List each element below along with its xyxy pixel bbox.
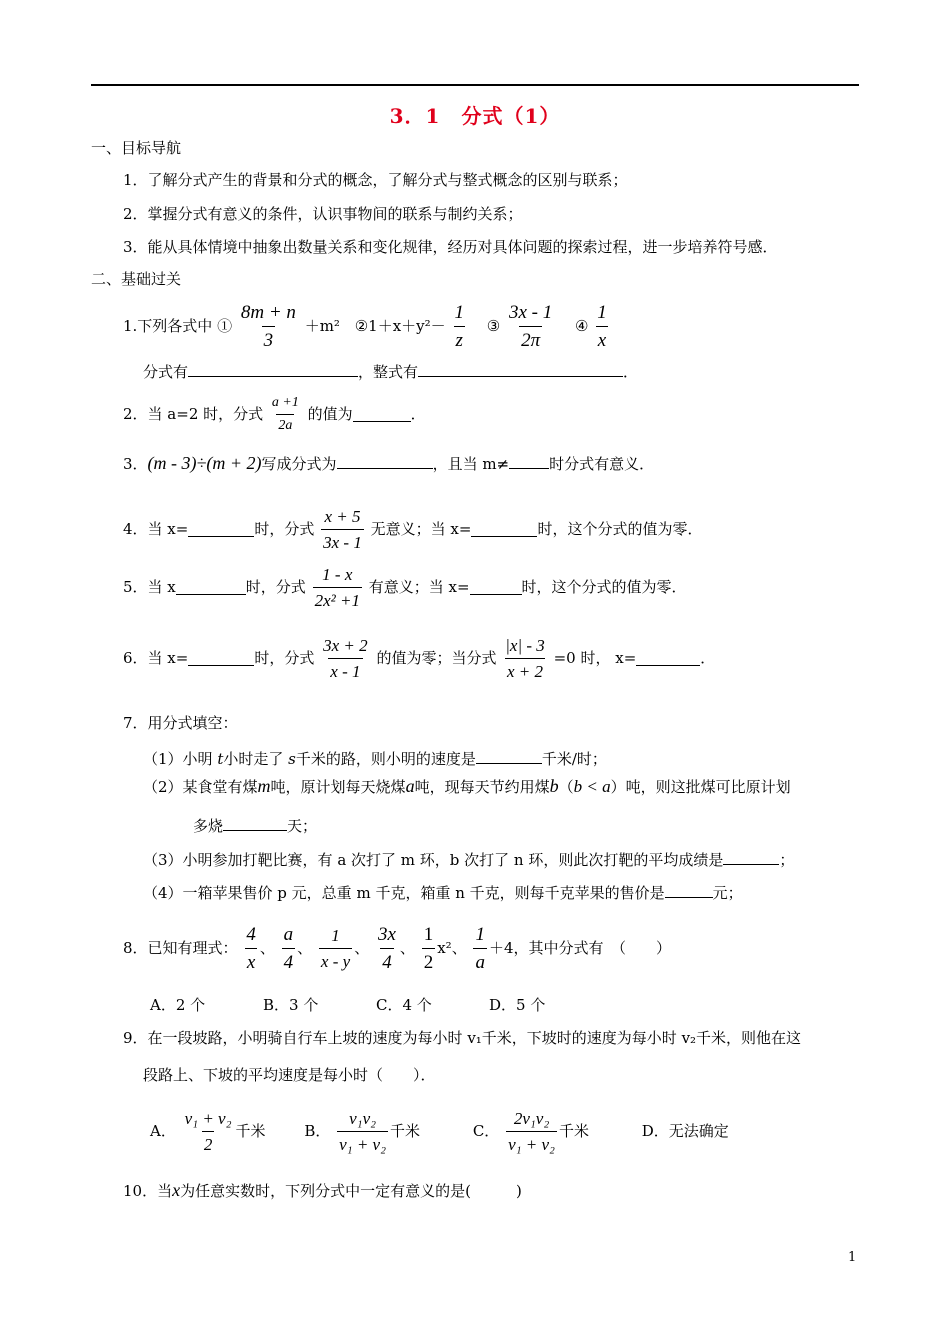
page-number: 1 — [848, 1250, 857, 1265]
q8-f5-numerator: 1 — [423, 924, 434, 945]
question-7-part-3 — [143, 850, 794, 868]
q9-options — [150, 1110, 729, 1153]
q1-f3-denominator: 2π — [519, 326, 542, 350]
q7-p2-var-a: a — [405, 776, 415, 796]
q8-f4-denominator: 4 — [380, 948, 394, 972]
q6-text-3: =0 时， x= — [553, 649, 637, 667]
question-1 — [123, 303, 611, 350]
q8-term-5: x²、 — [437, 939, 467, 957]
q1-f4-numerator: 1 — [597, 302, 607, 323]
q3-prefix: 3． — [123, 455, 148, 473]
q2-fraction — [270, 396, 301, 433]
q8-f1-denominator: x — [245, 948, 257, 972]
q4-numerator: x + 5 — [324, 507, 361, 526]
q7-p1-var-s: s — [288, 750, 296, 768]
question-3 — [123, 454, 654, 472]
q5-blank-2[interactable] — [470, 580, 522, 595]
q8-f4-numerator: 3x — [377, 924, 396, 945]
q5-numerator: 1 - x — [322, 565, 353, 584]
q6-fraction-1 — [321, 637, 370, 680]
q6-blank-1[interactable] — [188, 651, 254, 666]
q1-fraction-4 — [595, 303, 609, 350]
question-10 — [123, 1181, 522, 1199]
question-6 — [123, 637, 715, 680]
goal-2: 2．掌握分式有意义的条件，认识事物间的联系与制约关系； — [123, 205, 523, 223]
q4-prefix: 4．当 x= — [123, 520, 189, 538]
question-2 — [123, 396, 426, 433]
q6-f1-numerator: 3x + 2 — [323, 636, 368, 655]
q5-denominator: 2x² +1 — [313, 587, 362, 609]
question-9-line-1: 9．在一段坡路，小明骑自行车上坡的速度为每小时 v₁千米，下坡时的速度为每小时 v₂千米，则他在这 — [123, 1029, 802, 1047]
q5-text-3: 时，这个分式的值为零． — [521, 578, 687, 596]
q7-p4-text: （4）一箱苹果售价 p 元，总重 m 千克，箱重 n 千克，则每千克苹果的售价是 — [143, 884, 665, 902]
q1-f1-numerator: 8m + n — [240, 302, 296, 323]
question-1-answers — [143, 362, 638, 380]
q1-end: ． — [623, 363, 639, 381]
q5-blank-1[interactable] — [176, 580, 246, 595]
q1-f2-denominator: z — [454, 326, 465, 350]
question-8 — [123, 925, 671, 972]
q10-text-b: 为任意实数时，下列分式中一定有意义的是( ) — [180, 1182, 522, 1200]
q6-f1-denominator: x - 1 — [328, 658, 362, 680]
q8-f1-numerator: 4 — [246, 924, 256, 945]
q7-p3-blank[interactable] — [723, 850, 779, 865]
question-5 — [123, 566, 687, 609]
q2-end: ． — [410, 405, 426, 423]
q7-p2-text-b: 吨，原计划每天烧煤 — [270, 778, 406, 796]
q8-fraction-6 — [473, 925, 487, 972]
q4-text-2: 无意义；当 x= — [370, 520, 472, 538]
q7-p2-paren: （ — [558, 778, 574, 796]
q7-p1-blank[interactable] — [476, 749, 542, 764]
q7-p1-text-c: 小时走了 — [223, 750, 284, 768]
q8-fraction-1 — [244, 925, 258, 972]
q7-p2-text-j: 天； — [287, 817, 318, 835]
question-7-part-2-cont — [193, 816, 317, 834]
q1-fraction-3 — [507, 303, 554, 350]
q7-p2-text-a: （2）某食堂有煤 — [143, 778, 258, 796]
q7-p4-end: 元； — [712, 884, 743, 902]
q8-f3-denominator: x - y — [319, 948, 352, 970]
q4-fraction — [321, 508, 364, 551]
question-7-part-1 — [143, 749, 607, 767]
goal-3: 3．能从具体情境中抽象出数量关系和变化规律，经历对具体问题的探索过程，进一步培养符号感． — [123, 238, 778, 256]
q10-var-x: x — [172, 1180, 181, 1200]
q5-fraction — [313, 566, 362, 609]
q1-integral-answer-blank[interactable] — [418, 362, 623, 377]
q6-fraction-2 — [503, 637, 547, 680]
q8-option-d[interactable]: D．5 个 — [489, 996, 546, 1014]
q2-denominator: 2a — [276, 414, 294, 433]
q7-p2-condition: b < a — [573, 777, 611, 796]
q9-option-b-fraction — [337, 1110, 388, 1153]
q1-term-2: ②1＋x＋y²－ — [354, 317, 446, 335]
section-heading-goals: 一、目标导航 — [91, 139, 182, 157]
q3-fraction-blank[interactable] — [337, 454, 433, 469]
q9-option-c-label[interactable]: C． — [472, 1122, 500, 1140]
q6-text-1: 时，分式 — [254, 649, 315, 667]
q9-a-unit: 千米 — [235, 1122, 266, 1140]
q9-a-denominator: 2 — [202, 1131, 215, 1153]
q8-f5-denominator: 2 — [422, 948, 436, 972]
q6-blank-2[interactable] — [636, 651, 700, 666]
q9-option-d[interactable]: D．无法确定 — [641, 1122, 729, 1140]
goal-1: 1．了解分式产生的背景和分式的概念，了解分式与整式概念的区别与联系； — [123, 171, 628, 189]
q7-p3-text: （3）小明参加打靶比赛，有 a 次打了 m 环，b 次打了 n 环，则此次打靶的平均成绩是 — [143, 851, 724, 869]
q9-b-denominator: v₁ + v₂ — [337, 1131, 388, 1153]
q1-f4-denominator: x — [596, 326, 608, 350]
q8-f2-denominator: 4 — [282, 948, 296, 972]
q3-text-3: 时分式有意义． — [549, 455, 655, 473]
q4-blank-2[interactable] — [471, 522, 537, 537]
q1-fraction-label: 分式有 — [143, 363, 189, 381]
q9-b-unit: 千米 — [390, 1122, 421, 1140]
q4-denominator: 3x - 1 — [321, 529, 364, 551]
q8-term-6: ＋4，其中分式有 （ ） — [488, 939, 672, 957]
q1-fraction-answer-blank[interactable] — [188, 362, 358, 377]
q2-suffix: 的值为 — [307, 405, 353, 423]
q9-a-numerator: v₁ + v₂ — [184, 1109, 232, 1128]
q1-term-3: ③ — [486, 317, 501, 335]
question-9-line-2: 段路上、下坡的平均速度是每小时（ ）． — [143, 1066, 436, 1084]
question-7-part-2 — [143, 777, 791, 795]
q7-p2-text-h: ）吨，则这批煤可比原计划 — [610, 778, 791, 796]
q5-prefix: 5．当 x — [123, 578, 176, 596]
q8-fraction-3 — [319, 927, 352, 970]
q6-f2-denominator: x + 2 — [505, 658, 545, 680]
q1-f1-denominator: 3 — [262, 326, 276, 350]
q8-option-b[interactable]: B．3 个 — [263, 996, 319, 1014]
q6-prefix: 6．当 x= — [123, 649, 189, 667]
q8-option-c[interactable]: C．4 个 — [376, 996, 432, 1014]
q8-f3-numerator: 1 — [331, 926, 340, 945]
q7-p2-var-m: m — [257, 776, 271, 796]
q7-p3-end: ； — [779, 851, 795, 869]
top-rule — [91, 84, 859, 86]
q9-b-numerator: v₁v₂ — [349, 1109, 377, 1128]
q9-option-a-fraction — [183, 1110, 234, 1153]
q8-option-a[interactable]: A．2 个 — [150, 996, 206, 1014]
q9-option-c-fraction — [506, 1110, 557, 1153]
q10-text-a: 10．当 — [123, 1182, 173, 1200]
q1-f3-numerator: 3x - 1 — [508, 302, 553, 323]
q2-answer-blank[interactable] — [353, 407, 411, 422]
q6-f2-numerator: |x| - 3 — [505, 636, 545, 655]
q3-expression: (m - 3)÷(m + 2) — [147, 453, 262, 473]
q3-text-1: 写成分式为 — [261, 455, 337, 473]
q7-p1-text-a: （1）小明 — [143, 750, 213, 768]
q4-text-1: 时，分式 — [254, 520, 315, 538]
q2-numerator: a +1 — [271, 395, 299, 410]
q8-fraction-2 — [282, 925, 296, 972]
q7-p2-var-b: b — [549, 776, 559, 796]
q4-blank-1[interactable] — [188, 522, 254, 537]
question-7-part-4 — [143, 883, 743, 901]
q6-end: ． — [700, 649, 716, 667]
q8-f6-numerator: 1 — [475, 924, 485, 945]
q8-sep-3: 、 — [354, 939, 370, 957]
q9-option-b-label[interactable]: B． — [304, 1122, 331, 1140]
page-title: 3．1 分式（1） — [389, 104, 561, 128]
question-7-heading: 7．用分式填空： — [123, 714, 238, 732]
q2-prefix: 2．当 a=2 时，分式 — [123, 405, 264, 423]
q1-f2-numerator: 1 — [454, 302, 464, 323]
q9-c-denominator: v₁ + v₂ — [506, 1131, 557, 1153]
q4-text-3: 时，这个分式的值为零． — [537, 520, 703, 538]
q7-p1-text-e: 千米的路，则小明的速度是 — [295, 750, 476, 768]
q7-p2-blank[interactable] — [223, 816, 287, 831]
q3-condition-blank[interactable] — [509, 454, 549, 469]
q9-option-a-label[interactable]: A． — [150, 1122, 176, 1140]
question-4 — [123, 508, 702, 551]
q9-c-numerator: 2v₁v₂ — [513, 1109, 550, 1128]
q1-prefix: 1.下列各式中 ① — [123, 317, 233, 335]
q1-integral-label: ，整式有 — [358, 363, 419, 381]
q7-p1-var-t: t — [217, 750, 224, 768]
q7-p2-text-d: 吨，现每天节约用煤 — [414, 778, 550, 796]
q8-sep-1: 、 — [259, 939, 275, 957]
q8-sep-4: 、 — [399, 939, 415, 957]
q8-prefix: 8．已知有理式： — [123, 939, 238, 957]
q8-sep-2: 、 — [297, 939, 313, 957]
q7-p1-text-f: 千米/时； — [541, 750, 607, 768]
q3-text-2: ，且当 m≠ — [432, 455, 510, 473]
q8-f6-denominator: a — [473, 948, 487, 972]
q1-term-4: ④ — [575, 317, 589, 335]
q1-term-1: ＋m² — [304, 317, 340, 335]
q6-text-2: 的值为零；当分式 — [376, 649, 497, 667]
q7-p2-text-i: 多烧 — [193, 817, 224, 835]
q9-c-unit: 千米 — [558, 1122, 589, 1140]
section-heading-basics: 二、基础过关 — [91, 270, 182, 288]
q1-fraction-1 — [239, 303, 298, 350]
q8-fraction-5 — [422, 925, 436, 972]
q5-text-2: 有意义；当 x= — [368, 578, 470, 596]
q8-f2-numerator: a — [283, 924, 294, 945]
q5-text-1: 时，分式 — [245, 578, 306, 596]
q7-p4-blank[interactable] — [665, 883, 713, 898]
q1-fraction-2 — [452, 303, 466, 350]
q8-fraction-4 — [376, 925, 398, 972]
